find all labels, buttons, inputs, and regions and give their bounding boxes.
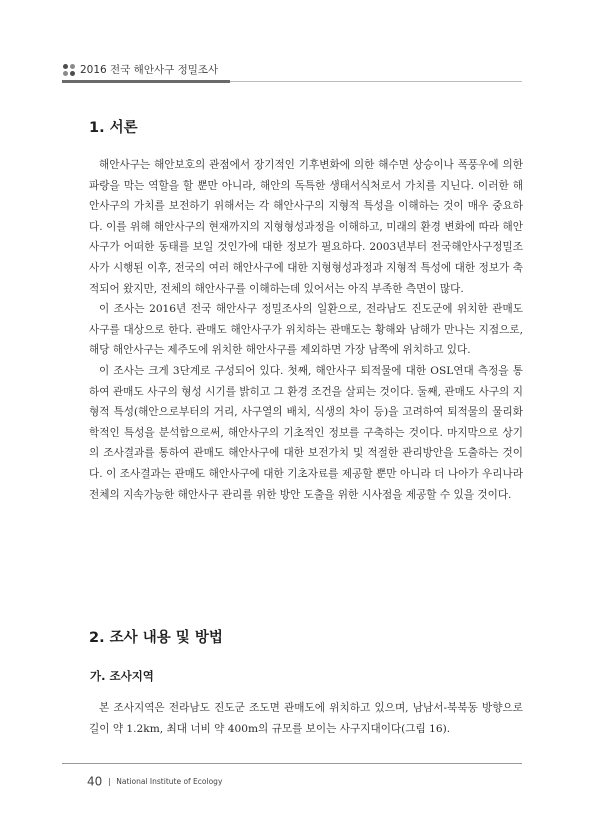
page-number: 40 [87,774,103,789]
study-area-body [89,698,523,739]
paragraph: 해안사구는 해안보호의 관점에서 장기적인 기후변화에 의한 해수면 상승이나 폭풍우에 의한 파랑을 막는 역할을 할 뿐만 아니라, 해안의 독특한 생태서식처로서 가치를 지닌다. 이러한 해안사구의 가치를 보전하기 위해서는 각 해안사구의 지형적 특성을 이해하는 것이 매우 중요하다. 이를 위해 해안사구의 현재까지의 지형형성과정을 이해하고, 미래의 환경 변화에 따라 해안사구가 어떠한 동태를 보일 것인가에 대한 정보가 필요하다. 2003년부터 전국해안사구정밀조사가 시행된 이후, 전국의 여러 해안사구에 대한 지형형성과정과 지형적 특성에 대한 정보가 축적되어 왔지만, 전체의 해안사구를 이해하는데 있어서는 아직 부족한 측면이 많다. [89,159,523,295]
subsection-title-study-area: 가. 조사지역 [90,669,154,683]
running-header-title: 2016 전국 해안사구 정밀조사 [80,64,219,76]
paragraph: 본 조사지역은 전라남도 진도군 조도면 관매도에 위치하고 있으며, 남남서-북북동 방향으로 길이 약 1.2km, 최대 너비 약 400m의 규모를 보이는 사구지대이다(그림 16). [89,702,523,735]
footer-rule [62,763,522,764]
section-title-introduction: 1. 서론 [89,120,138,136]
page-footer [87,771,222,790]
paragraph: 이 조사는 크게 3단계로 구성되어 있다. 첫째, 해안사구 퇴적물에 대한 OSL연대 측정을 통하여 관매도 사구의 형성 시기를 밝히고 그 환경 조건을 살피는 것이다. 둘째, 관매도 사구의 지형적 특성(해안으로부터의 거리, 사구열의 배치, 식생의 차이 등)을 고려하여 퇴적물의 물리화학적인 특성을 분석함으로써, 해안사구의 기초적인 정보를 구축하는 것이다. 마지막으로 상기의 조사결과를 통하여 관매도 해안사구에 대한 보전가치 및 적절한 관리방안을 도출하는 것이다. 이 조사결과는 관매도 해안사구에 대한 기초자료를 제공할 뿐만 아니라 더 나아가 우리나라 전체의 지속가능한 해안사구 관리를 위한 방안 도출을 위한 시사점을 제공할 수 있을 것이다. [89,364,523,501]
footer-separator [109,778,110,786]
header-rule-dark [62,80,230,83]
introduction-body [89,155,523,505]
bullet-dots-icon [63,64,75,76]
header-rule-light [230,81,522,82]
section-title-methods: 2. 조사 내용 및 방법 [89,630,223,646]
publisher-name: National Institute of Ecology [116,777,223,786]
paragraph: 이 조사는 2016년 전국 해안사구 정밀조사의 일환으로, 전라남도 진도군에 위치한 관매도 사구를 대상으로 한다. 관매도 해안사구가 위치하는 관매도는 황해와 남해가 만나는 지점으로, 해당 해안사구는 제주도에 위치한 해안사구를 제외하면 가장 남쪽에 위치하고 있다. [89,303,523,357]
running-header [62,58,522,84]
